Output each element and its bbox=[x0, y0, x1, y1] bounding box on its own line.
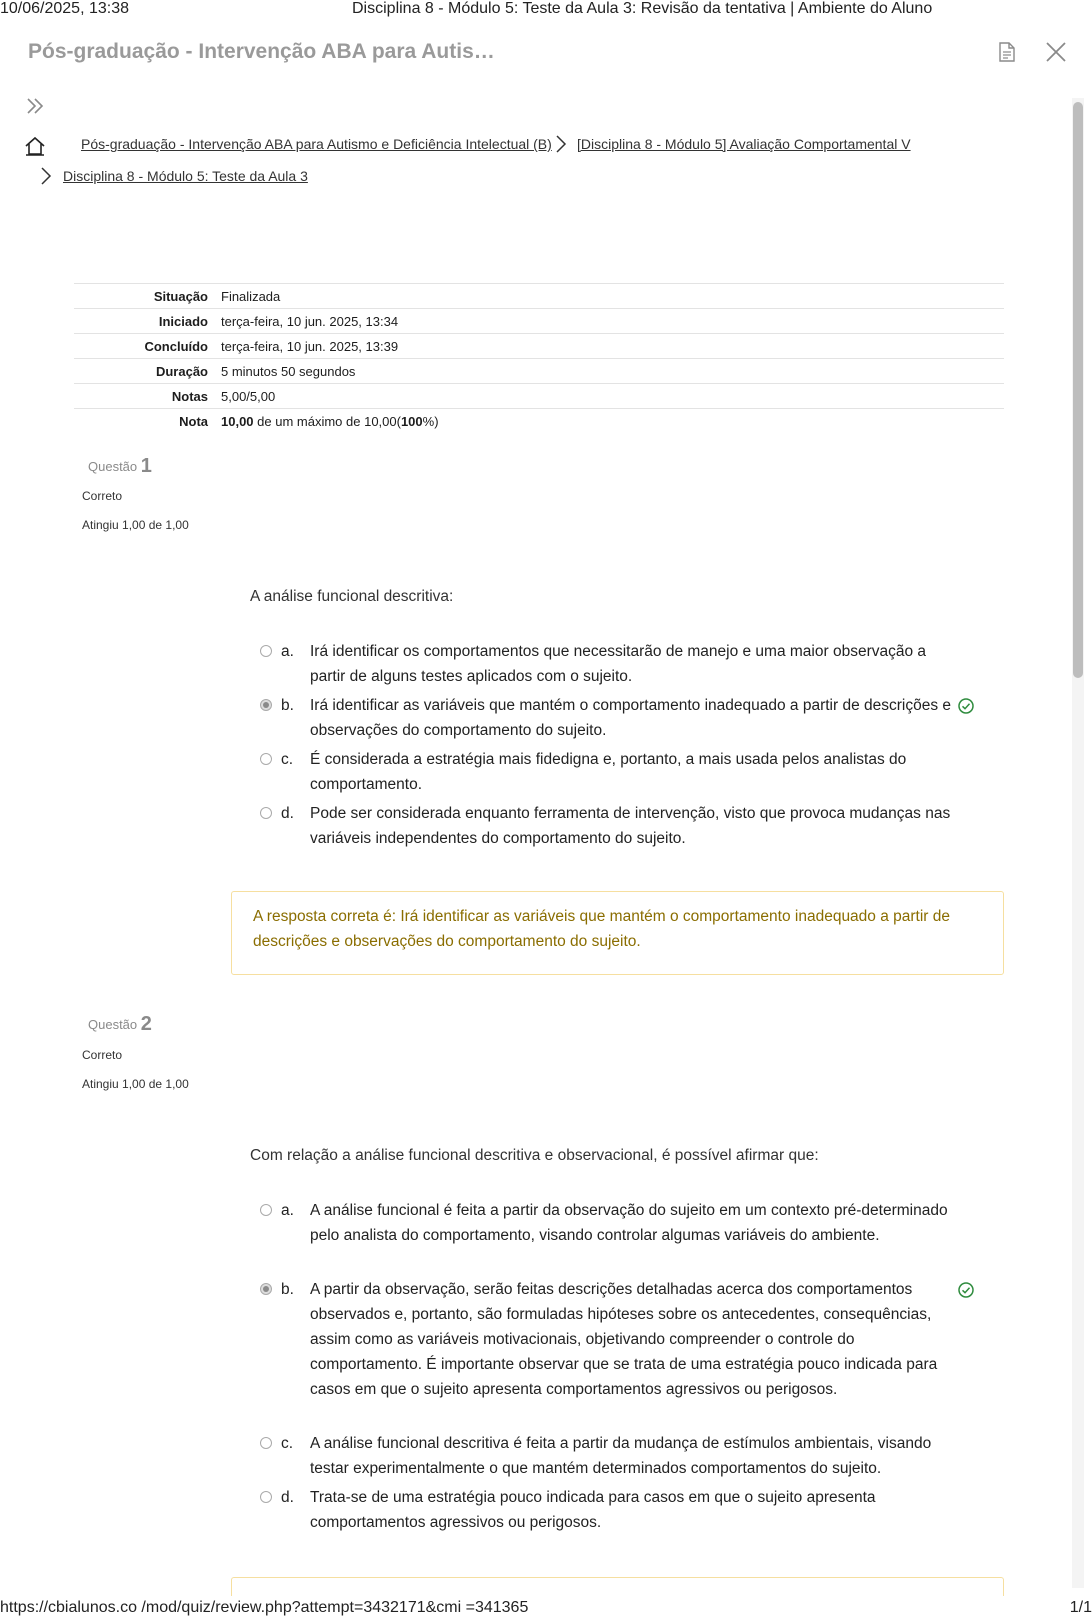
radio-button[interactable] bbox=[260, 645, 272, 657]
question-state: Correto bbox=[82, 489, 123, 503]
option-text: Irá identificar os comportamentos que necessitarão de manejo e uma maior observação a partir de alguns testes aplicados com o sujeito. bbox=[310, 643, 927, 685]
option-letter: c. bbox=[281, 751, 294, 768]
question-prefix: Questão bbox=[88, 1017, 138, 1032]
option-letter: a. bbox=[281, 1202, 294, 1219]
summary-label: Situação bbox=[74, 284, 221, 309]
question-state: Correto bbox=[82, 1048, 123, 1062]
summary-label: Iniciado bbox=[74, 309, 221, 334]
summary-row bbox=[74, 384, 1004, 409]
nota-percent: 100 bbox=[400, 413, 423, 429]
question-text: A análise funcional descritiva: bbox=[250, 588, 454, 605]
option-letter: d. bbox=[281, 805, 294, 822]
print-date: 10/06/2025, 13:38 bbox=[0, 0, 130, 17]
breadcrumb-section-link[interactable]: [Disciplina 8 - Módulo 5] Avaliação Comportamental V bbox=[577, 136, 911, 152]
option-text: A partir da observação, serão feitas descrições detalhadas acerca dos comportamentos observados e, portanto, são formuladas hipóteses sobre os antecedentes, consequências, assim como as variáveis motivacionais, objetivando compreender o controle do comportamento. É importante observar que se trata de uma estratégia pouco indicada para casos em que o sujeito apresenta comportamentos agressivos ou perigosos. bbox=[310, 1281, 938, 1398]
correct-check-icon bbox=[958, 698, 974, 714]
print-page-number: 1/1 bbox=[1069, 1599, 1092, 1616]
correct-answer-feedback: A resposta correta é: Irá identificar as variáveis que mantém o comportamento inadequado a partir de descrições e observações do comportamento do sujeito. bbox=[231, 891, 1004, 975]
summary-value bbox=[221, 409, 1004, 434]
option-text: Trata-se de uma estratégia pouco indicada para casos em que o sujeito apresenta comportamentos agressivos ou perigosos. bbox=[310, 1489, 876, 1531]
scrollbar-thumb[interactable] bbox=[1073, 102, 1083, 678]
question-number bbox=[88, 1013, 152, 1036]
question-number-value: 2 bbox=[140, 1013, 152, 1035]
radio-button[interactable] bbox=[260, 1204, 272, 1216]
question-prefix: Questão bbox=[88, 459, 138, 474]
summary-row bbox=[74, 409, 1004, 434]
radio-button[interactable] bbox=[260, 807, 272, 819]
print-page-title: Disciplina 8 - Módulo 5: Teste da Aula 3: Revisão da tentativa | Ambiente do Aluno bbox=[352, 0, 933, 17]
option-text: Irá identificar as variáveis que mantém o comportamento inadequado a partir de descrições e observações do comportamento do sujeito. bbox=[310, 697, 952, 739]
breadcrumb-course-link[interactable]: Pós-graduação - Intervenção ABA para Autismo e Deficiência Intelectual (B) bbox=[81, 136, 552, 152]
expand-drawer-icon[interactable] bbox=[25, 96, 47, 116]
radio-button[interactable] bbox=[260, 1437, 272, 1449]
option-text: É considerada a estratégia mais fidedigna e, portanto, a mais usada pelos analistas do comportamento. bbox=[310, 751, 907, 793]
option-letter: d. bbox=[281, 1489, 294, 1506]
summary-value: terça-feira, 10 jun. 2025, 13:34 bbox=[221, 309, 1004, 334]
home-icon[interactable] bbox=[24, 135, 46, 157]
print-url: https://cbialunos.co /mod/quiz/review.php?attempt=3432171&cmi =341365 bbox=[0, 1599, 529, 1616]
radio-button[interactable] bbox=[260, 1491, 272, 1503]
summary-label: Duração bbox=[74, 359, 221, 384]
option-letter: a. bbox=[281, 643, 294, 660]
question-grade: Atingiu 1,00 de 1,00 bbox=[82, 1077, 189, 1091]
summary-row bbox=[74, 334, 1004, 359]
nota-score: 10,00 bbox=[221, 413, 254, 429]
correct-check-icon bbox=[958, 1282, 974, 1298]
summary-value: terça-feira, 10 jun. 2025, 13:39 bbox=[221, 334, 1004, 359]
option-text: A análise funcional é feita a partir da observação do sujeito em um contexto pré-determinado pelo analista do comportamento, visando controlar algumas variáveis do ambiente. bbox=[310, 1202, 948, 1244]
radio-button[interactable] bbox=[260, 753, 272, 765]
option-text: A análise funcional descritiva é feita a partir da mudança de estímulos ambientais, visando testar experimentalmente o que mantém determinados comportamentos do sujeito. bbox=[310, 1435, 932, 1477]
nota-middle: de um máximo de 10,00( bbox=[253, 413, 401, 429]
summary-label: Nota bbox=[74, 409, 221, 434]
summary-row bbox=[74, 309, 1004, 334]
question-grade: Atingiu 1,00 de 1,00 bbox=[82, 518, 189, 532]
course-title: Pós-graduação - Intervenção ABA para Autis… bbox=[28, 40, 495, 63]
summary-value: 5,00/5,00 bbox=[221, 384, 1004, 409]
option-letter: b. bbox=[281, 697, 294, 714]
attempt-summary-table bbox=[74, 283, 1004, 433]
option-letter: c. bbox=[281, 1435, 294, 1452]
option-text: Pode ser considerada enquanto ferramenta de intervenção, visto que provoca mudanças nas variáveis independentes do comportamento do sujeito. bbox=[310, 805, 951, 847]
radio-button-selected[interactable] bbox=[260, 1283, 272, 1295]
nota-end: %) bbox=[422, 413, 439, 429]
summary-value: Finalizada bbox=[221, 284, 1004, 309]
radio-button-selected[interactable] bbox=[260, 699, 272, 711]
question-number-value: 1 bbox=[140, 455, 152, 477]
breadcrumb-quiz-link[interactable]: Disciplina 8 - Módulo 5: Teste da Aula 3 bbox=[63, 168, 308, 184]
chevron-right-icon bbox=[554, 134, 568, 154]
question-text: Com relação a análise funcional descritiva e observacional, é possível afirmar que: bbox=[250, 1147, 819, 1164]
question-number bbox=[88, 455, 152, 478]
summary-label: Notas bbox=[74, 384, 221, 409]
summary-label: Concluído bbox=[74, 334, 221, 359]
close-icon[interactable] bbox=[1044, 40, 1068, 64]
option-letter: b. bbox=[281, 1281, 294, 1298]
document-icon[interactable] bbox=[998, 42, 1016, 62]
summary-value: 5 minutos 50 segundos bbox=[221, 359, 1004, 384]
summary-row bbox=[74, 284, 1004, 309]
chevron-right-icon bbox=[39, 166, 53, 186]
summary-row bbox=[74, 359, 1004, 384]
